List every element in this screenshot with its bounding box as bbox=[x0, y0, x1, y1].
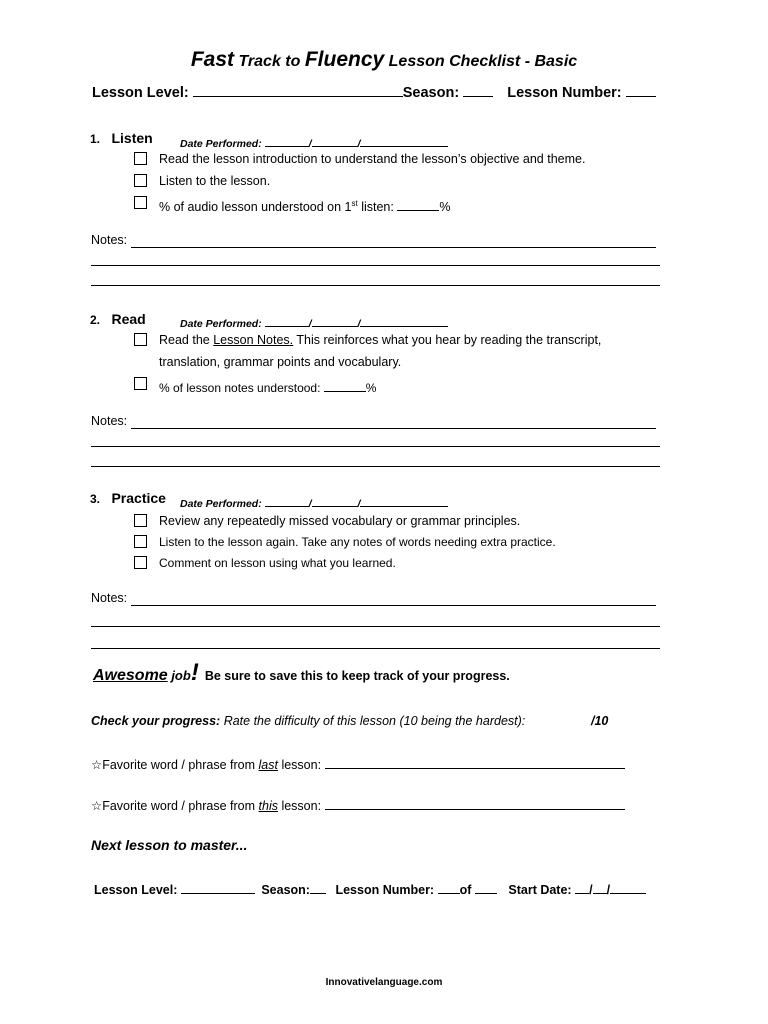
listen-percent-field[interactable] bbox=[397, 196, 439, 211]
listen-date-month-field[interactable] bbox=[265, 132, 309, 147]
start-date-year-field[interactable] bbox=[610, 879, 646, 894]
practice-item-comment: Comment on lesson using what you learned. bbox=[159, 556, 396, 570]
read-item-percent: % of lesson notes understood: % bbox=[159, 377, 376, 395]
listen-notes-label: Notes: bbox=[91, 233, 128, 247]
checkbox-practice-comment[interactable] bbox=[134, 556, 147, 569]
favorite-this-field[interactable] bbox=[325, 795, 625, 810]
read-notes-line-3[interactable] bbox=[91, 466, 660, 467]
lesson-header-row bbox=[92, 82, 656, 101]
checkbox-listen-percent[interactable] bbox=[134, 196, 147, 209]
checkbox-listen-intro[interactable] bbox=[134, 152, 147, 165]
lesson-number-label: Lesson Number: bbox=[507, 85, 622, 101]
lesson-notes-link[interactable]: Lesson Notes. bbox=[213, 333, 294, 347]
section-practice-heading: 3. Practice bbox=[90, 490, 166, 506]
listen-item-percent: % of audio lesson understood on 1st listen: % bbox=[159, 196, 450, 214]
practice-notes-label: Notes: bbox=[91, 591, 128, 605]
read-date-day-field[interactable] bbox=[312, 312, 358, 327]
next-lesson-row: Lesson Level: Season: Lesson Number: of Start Date: / / bbox=[94, 879, 646, 897]
read-date-year-field[interactable] bbox=[360, 312, 448, 327]
page-title: Fast Track to Fluency Lesson Checklist - Basic bbox=[190, 48, 578, 71]
next-lesson-number-field[interactable] bbox=[438, 879, 460, 894]
practice-date-year-field[interactable] bbox=[360, 492, 448, 507]
listen-item-lesson: Listen to the lesson. bbox=[159, 174, 271, 188]
practice-item-review: Review any repeatedly missed vocabulary or grammar principles. bbox=[159, 514, 521, 528]
read-percent-field[interactable] bbox=[324, 377, 366, 392]
checkbox-practice-review[interactable] bbox=[134, 514, 147, 527]
favorite-this-lesson: ☆Favorite word / phrase from this lesson: bbox=[91, 795, 625, 813]
next-lesson-total-field[interactable] bbox=[475, 879, 497, 894]
next-lesson-level-field[interactable] bbox=[181, 879, 255, 894]
start-date-day-field[interactable] bbox=[593, 879, 607, 894]
next-lesson-heading: Next lesson to master... bbox=[91, 837, 248, 853]
star-icon: ☆ bbox=[91, 758, 103, 772]
listen-item-intro: Read the lesson introduction to understand the lesson’s objective and theme. bbox=[159, 152, 586, 166]
season-field[interactable] bbox=[463, 82, 493, 97]
listen-date-year-field[interactable] bbox=[360, 132, 448, 147]
practice-date-performed: Date Performed: / / bbox=[180, 492, 448, 510]
start-date-month-field[interactable] bbox=[575, 879, 589, 894]
checkbox-read-percent[interactable] bbox=[134, 377, 147, 390]
practice-item-listen-again: Listen to the lesson again. Take any notes of words needing extra practice. bbox=[159, 535, 556, 549]
read-item-notes-cont: translation, grammar points and vocabulary. bbox=[159, 355, 402, 369]
listen-notes-line-1[interactable] bbox=[131, 247, 656, 248]
checkbox-listen-lesson[interactable] bbox=[134, 174, 147, 187]
favorite-last-lesson: ☆Favorite word / phrase from last lesson: bbox=[91, 754, 625, 772]
practice-notes-line-1[interactable] bbox=[131, 605, 656, 606]
listen-date-day-field[interactable] bbox=[312, 132, 358, 147]
read-notes-line-2[interactable] bbox=[91, 446, 660, 447]
next-season-field[interactable] bbox=[310, 879, 326, 894]
checkbox-read-notes[interactable] bbox=[134, 333, 147, 346]
favorite-last-field[interactable] bbox=[325, 754, 625, 769]
read-notes-line-1[interactable] bbox=[131, 428, 656, 429]
listen-notes-line-3[interactable] bbox=[91, 285, 660, 286]
footer-website[interactable]: Innovativelanguage.com bbox=[325, 977, 443, 988]
practice-notes-line-2[interactable] bbox=[91, 626, 660, 627]
lesson-number-field[interactable] bbox=[626, 82, 656, 97]
checkbox-practice-listen-again[interactable] bbox=[134, 535, 147, 548]
star-icon: ☆ bbox=[91, 799, 103, 813]
read-date-performed: Date Performed: / / bbox=[180, 312, 448, 330]
read-notes-label: Notes: bbox=[91, 414, 128, 428]
section-listen-heading: 1. Listen bbox=[90, 130, 153, 146]
read-item-notes: Read the Lesson Notes. This reinforces what you hear by reading the transcript, bbox=[159, 333, 602, 347]
season-label: Season: bbox=[402, 85, 460, 101]
practice-date-day-field[interactable] bbox=[312, 492, 358, 507]
section-read-heading: 2. Read bbox=[90, 311, 146, 327]
practice-date-month-field[interactable] bbox=[265, 492, 309, 507]
practice-notes-line-3[interactable] bbox=[91, 648, 660, 649]
check-progress-line: Check your progress: Rate the difficulty of this lesson (10 being the hardest): bbox=[91, 714, 526, 728]
listen-notes-line-2[interactable] bbox=[91, 265, 660, 266]
lesson-level-label: Lesson Level: bbox=[92, 85, 189, 101]
progress-score[interactable]: /10 bbox=[591, 714, 609, 728]
lesson-level-field[interactable] bbox=[193, 82, 403, 97]
read-date-month-field[interactable] bbox=[265, 312, 309, 327]
listen-date-performed: Date Performed: / / bbox=[180, 132, 448, 150]
awesome-job-line: Awesome job! Be sure to save this to keep track of your progress. bbox=[93, 659, 510, 686]
